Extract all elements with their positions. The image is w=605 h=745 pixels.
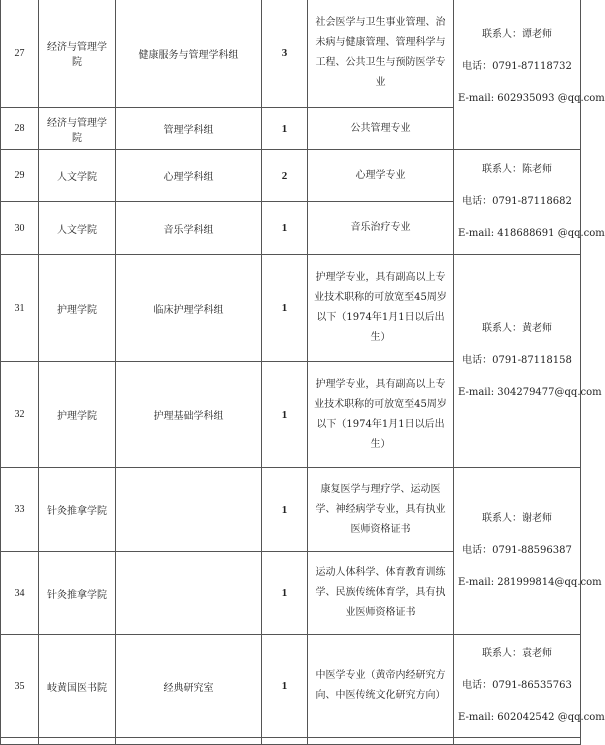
row-number: 33 [1, 468, 39, 552]
major-requirement-cell: 中医学专业（黄帝内经研究方向、中医传统文化研究方向） [308, 635, 454, 738]
row-number: 32 [1, 362, 39, 468]
college-cell: 经济与管理学院 [39, 0, 116, 108]
headcount-cell: 3 [262, 0, 308, 108]
table-row [1, 468, 581, 552]
college-cell: 针灸推拿学院 [39, 468, 116, 552]
major-requirement-cell: 音乐治疗专业 [308, 202, 454, 255]
major-requirement-cell: 社会医学与卫生事业管理、治未病与健康管理、管理科学与工程、公共卫生与预防医学专业 [308, 0, 454, 108]
headcount-cell: 2 [262, 150, 308, 202]
subject-group-cell: 音乐学科组 [116, 202, 262, 255]
contact-email: E-mail: 602935093 @qq.com [458, 93, 605, 104]
contact-phone: 电话：0791-87118158 [462, 355, 572, 366]
row-number: 35 [1, 635, 39, 738]
subject-group-cell [116, 552, 262, 635]
major-requirement-cell: 护理学专业，具有副高以上专业技术职称的可放宽至45周岁以下（1974年1月1日以后出生） [308, 255, 454, 362]
contact-person: 联系人：袁老师 [482, 648, 552, 659]
subject-group-cell: 经典研究室 [116, 635, 262, 738]
contact-email: E-mail: 418688691 @qq.com [458, 228, 605, 239]
row-number: 28 [1, 108, 39, 150]
headcount-cell: 1 [262, 635, 308, 738]
row-number: 27 [1, 0, 39, 108]
table-row [1, 0, 581, 108]
contact-person: 联系人：谭老师 [482, 29, 552, 40]
contact-cell-nursing [454, 255, 602, 468]
subject-group-cell: 管理学科组 [116, 108, 262, 150]
subject-group-cell: 健康服务与管理学科组 [116, 0, 262, 108]
contact-email: E-mail: 304279477@qq.com [458, 387, 602, 398]
headcount-cell: 1 [262, 108, 308, 150]
row-number: 29 [1, 150, 39, 202]
table-row [1, 255, 581, 362]
contact-cell-humanities [454, 150, 605, 255]
table-row [1, 635, 581, 738]
contact-phone: 电话：0791-87118682 [462, 196, 572, 207]
college-cell: 护理学院 [39, 362, 116, 468]
headcount-cell: 1 [262, 255, 308, 362]
contact-email: E-mail: 602042542 @qq.com [458, 712, 605, 723]
subject-group-cell: 临床护理学科组 [116, 255, 262, 362]
college-cell: 岐黄国医书院 [39, 635, 116, 738]
major-requirement-cell: 护理学专业，具有副高以上专业技术职称的可放宽至45周岁以下（1974年1月1日以后出生） [308, 362, 454, 468]
contact-person: 联系人：陈老师 [482, 164, 552, 175]
subject-group-cell [116, 468, 262, 552]
college-cell: 人文学院 [39, 202, 116, 255]
table-row [1, 150, 581, 202]
headcount-cell: 1 [262, 552, 308, 635]
row-number: 31 [1, 255, 39, 362]
contact-phone: 电话：0791-86535763 [462, 680, 572, 691]
headcount-cell: 1 [262, 202, 308, 255]
row-number: 30 [1, 202, 39, 255]
college-cell: 经济与管理学院 [39, 108, 116, 150]
contact-email: E-mail: 281999814@qq.com [458, 577, 602, 588]
college-cell: 针灸推拿学院 [39, 552, 116, 635]
major-requirement-cell: 运动人体科学、体育教育训练学、民族传统体育学，具有执业医师资格证书 [308, 552, 454, 635]
subject-group-cell: 心理学科组 [116, 150, 262, 202]
headcount-cell: 1 [262, 468, 308, 552]
major-requirement-cell: 心理学专业 [308, 150, 454, 202]
headcount-cell: 1 [262, 362, 308, 468]
college-cell: 人文学院 [39, 150, 116, 202]
major-requirement-cell: 公共管理专业 [308, 108, 454, 150]
row-number: 34 [1, 552, 39, 635]
contact-person: 联系人：谢老师 [482, 513, 552, 524]
table-row-partial [1, 738, 581, 745]
contact-cell-qihuang [454, 635, 605, 738]
contact-cell-acupuncture [454, 468, 602, 635]
subject-group-cell: 护理基础学科组 [116, 362, 262, 468]
contact-phone: 电话：0791-88596387 [462, 545, 572, 556]
major-requirement-cell: 康复医学与理疗学、运动医学、神经病学专业，具有执业医师资格证书 [308, 468, 454, 552]
contact-person: 联系人：黄老师 [482, 323, 552, 334]
contact-cell-econ [454, 0, 605, 150]
college-cell: 护理学院 [39, 255, 116, 362]
contact-phone: 电话：0791-87118732 [462, 61, 572, 72]
